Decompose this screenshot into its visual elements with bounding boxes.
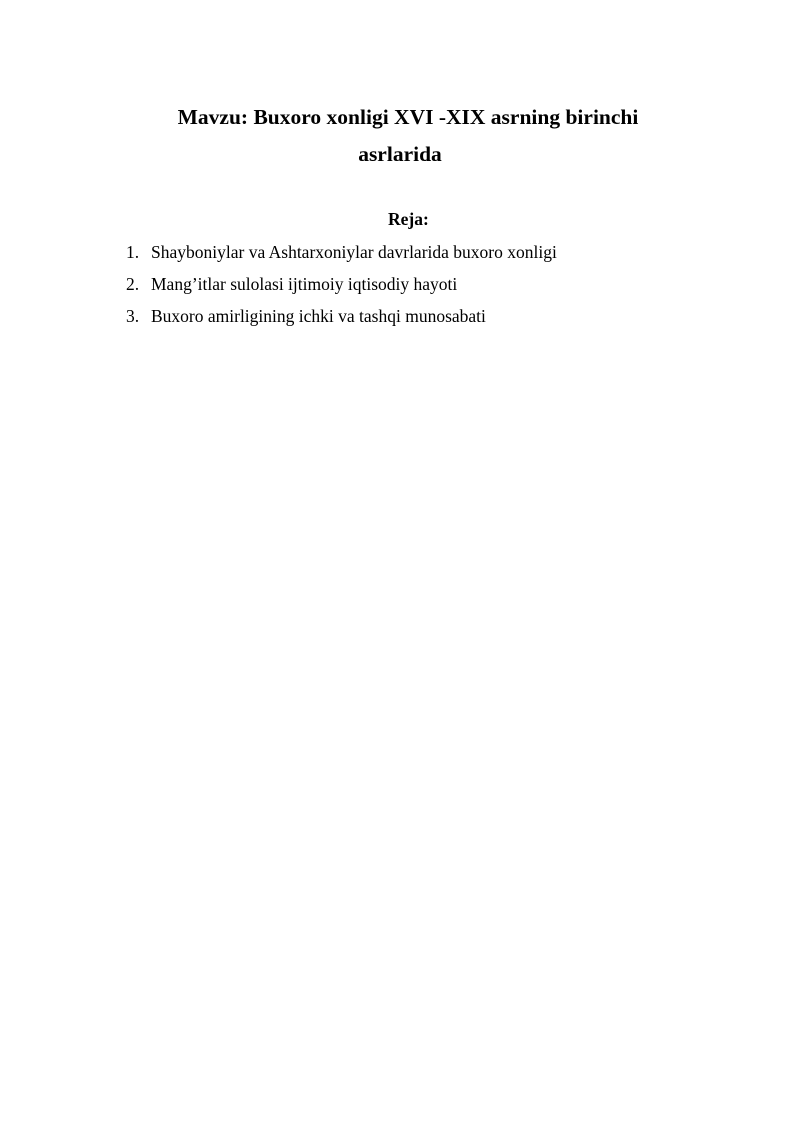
plan-item-number: 1.: [126, 242, 140, 262]
plan-item-number: 3.: [126, 306, 140, 326]
plan-item-text: Shayboniylar va Ashtarxoniylar davrlarida buxoro xonligi: [151, 242, 557, 262]
plan-item: [126, 240, 557, 272]
plan-item: [126, 304, 557, 336]
plan-item-number: 2.: [126, 274, 140, 294]
title-line-2: asrlarida: [358, 142, 442, 166]
plan-heading: Reja:: [388, 209, 429, 229]
page-title: [0, 99, 800, 173]
title-line-1: Mavzu: Buxoro xonligi XVI -XIX asrning birinchi: [177, 105, 639, 129]
plan-item-text: Mang’itlar sulolasi ijtimoiy iqtisodiy hayoti: [151, 274, 458, 294]
plan-list: [126, 240, 557, 336]
plan-item-text: Buxoro amirligining ichki va tashqi munosabati: [151, 306, 486, 326]
plan-item: [126, 272, 557, 304]
